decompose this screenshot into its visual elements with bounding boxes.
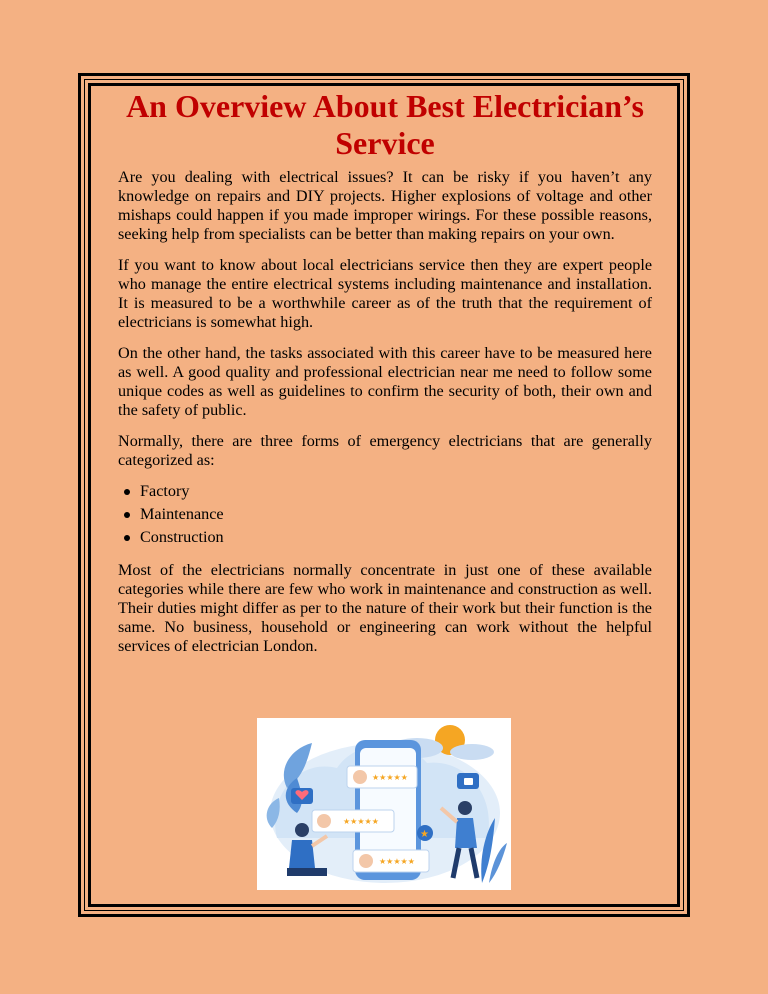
list-item bbox=[140, 480, 652, 503]
svg-text:★★★★★: ★★★★★ bbox=[372, 773, 408, 782]
list-item bbox=[140, 503, 652, 526]
avatar-icon bbox=[353, 770, 367, 784]
document-title: An Overview About Best Electrician’s Service bbox=[126, 88, 644, 161]
list-item bbox=[140, 526, 652, 549]
svg-text:★: ★ bbox=[420, 829, 429, 840]
list-item-label: Factory bbox=[140, 482, 190, 500]
closing-paragraph: Most of the electricians normally concentrate in just one of these available categories while there are few who work in maintenance and construction as well. Their duties might differ as per to the nature of their work but their function is the same. No business, household or engineering can work without the helpful services of electrician London. bbox=[118, 561, 652, 655]
bullet-icon bbox=[124, 489, 130, 495]
list-item-label: Construction bbox=[140, 528, 224, 546]
bullet-icon bbox=[124, 535, 130, 541]
svg-text:★★★★★: ★★★★★ bbox=[343, 817, 379, 826]
review-illustration bbox=[257, 718, 511, 890]
bullet-icon bbox=[124, 512, 130, 518]
document-content bbox=[118, 88, 652, 668]
paragraph-1: Are you dealing with electrical issues? It can be risky if you haven’t any knowledge on repairs and DIY projects. Higher explosions of voltage and other mishaps could happen if you made improper wirings. For these possible reasons, seeking help from specialists can be better than making repairs on your own. bbox=[118, 168, 652, 243]
illustration-svg bbox=[257, 718, 511, 890]
paragraph-2: If you want to know about local electricians service then they are expert people who manage the entire electrical systems including maintenance and installation. It is measured to be a worthwhile career as of the truth that the requirement of electricians is somewhat high. bbox=[118, 256, 652, 331]
list-item-label: Maintenance bbox=[140, 505, 224, 523]
paragraph-3: On the other hand, the tasks associated with this career have to be measured here as well. A good quality and professional electrician near me need to follow some unique codes as well as guidelines to confirm the security of both, their own and the safety of public. bbox=[118, 344, 652, 419]
category-list bbox=[118, 480, 652, 549]
paragraph-4: Normally, there are three forms of emergency electricians that are generally categorized as: bbox=[118, 432, 652, 469]
svg-text:★★★★★: ★★★★★ bbox=[379, 857, 415, 866]
